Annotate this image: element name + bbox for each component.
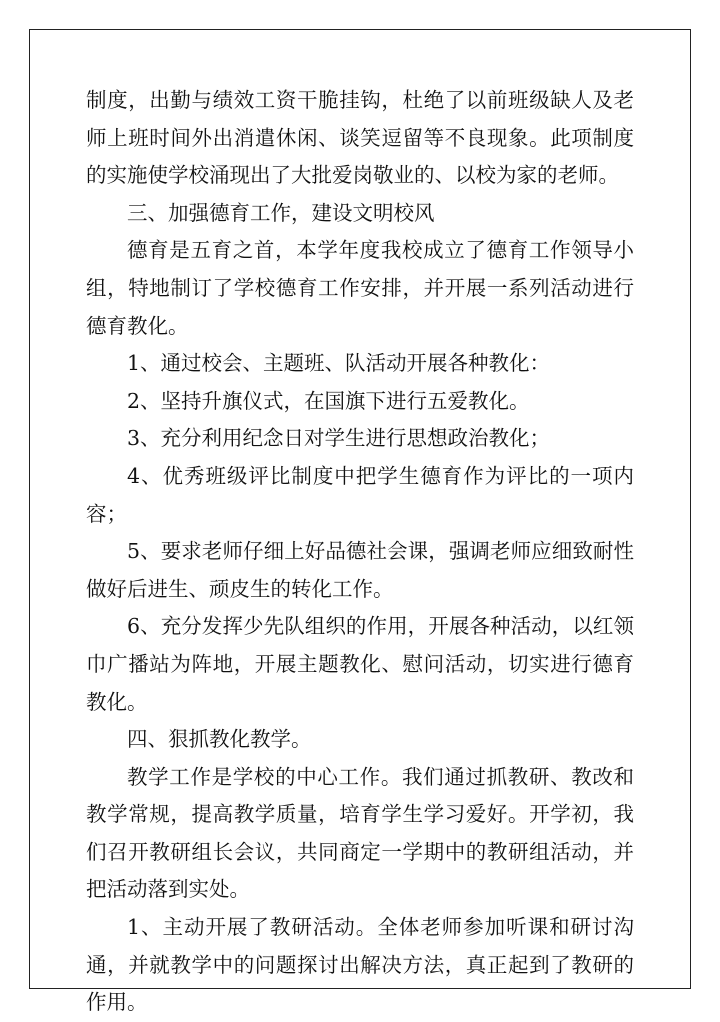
section-heading-teaching: 四、狠抓教化教学。 bbox=[127, 727, 312, 752]
paragraph-continued: 制度，出勤与绩效工资干脆挂钩，杜绝了以前班级缺人及老师上班时间外出消遣休闲、谈笑逗留等不良现象。此项制度的实施使学校涌现出了大批爱岗敬业的、以校为家的老师。 bbox=[86, 88, 634, 188]
list-item-1: 1、通过校会、主题班、队活动开展各种教化： bbox=[127, 351, 551, 376]
list-item-2: 2、坚持升旗仪式，在国旗下进行五爱教化。 bbox=[127, 388, 530, 413]
paragraph-teaching-intro: 教学工作是学校的中心工作。我们通过抓教研、教改和教学常规，提高教学质量，培育学生学习爱好。开学初，我们召开教研组长会议，共同商定一学期中的教研组活动，并把活动落到实处。 bbox=[86, 764, 634, 902]
paragraph-moral-education-intro: 德育是五育之首，本学年度我校成立了德育工作领导小组，特地制订了学校德育工作安排，并开展一系列活动进行德育教化。 bbox=[86, 238, 634, 338]
list-item-5: 5、要求老师仔细上好品德社会课，强调老师应细致耐性做好后进生、顽皮生的转化工作。 bbox=[86, 539, 634, 601]
list-item-6: 6、充分发挥少先队组织的作用，开展各种活动，以红领巾广播站为阵地，开展主题教化、慰问活动，切实进行德育教化。 bbox=[86, 614, 634, 714]
list-item-teaching-1: 1、主动开展了教研活动。全体老师参加听课和研讨沟通，并就教学中的问题探讨出解决方法，真正起到了教研的作用。 bbox=[86, 915, 634, 1015]
document-body bbox=[86, 82, 634, 1022]
list-item-3: 3、充分利用纪念日对学生进行思想政治教化； bbox=[127, 426, 551, 451]
list-item-4: 4、优秀班级评比制度中把学生德育作为评比的一项内容； bbox=[86, 463, 634, 526]
section-heading-moral-education: 三、加强德育工作，建设文明校风 bbox=[127, 200, 435, 225]
